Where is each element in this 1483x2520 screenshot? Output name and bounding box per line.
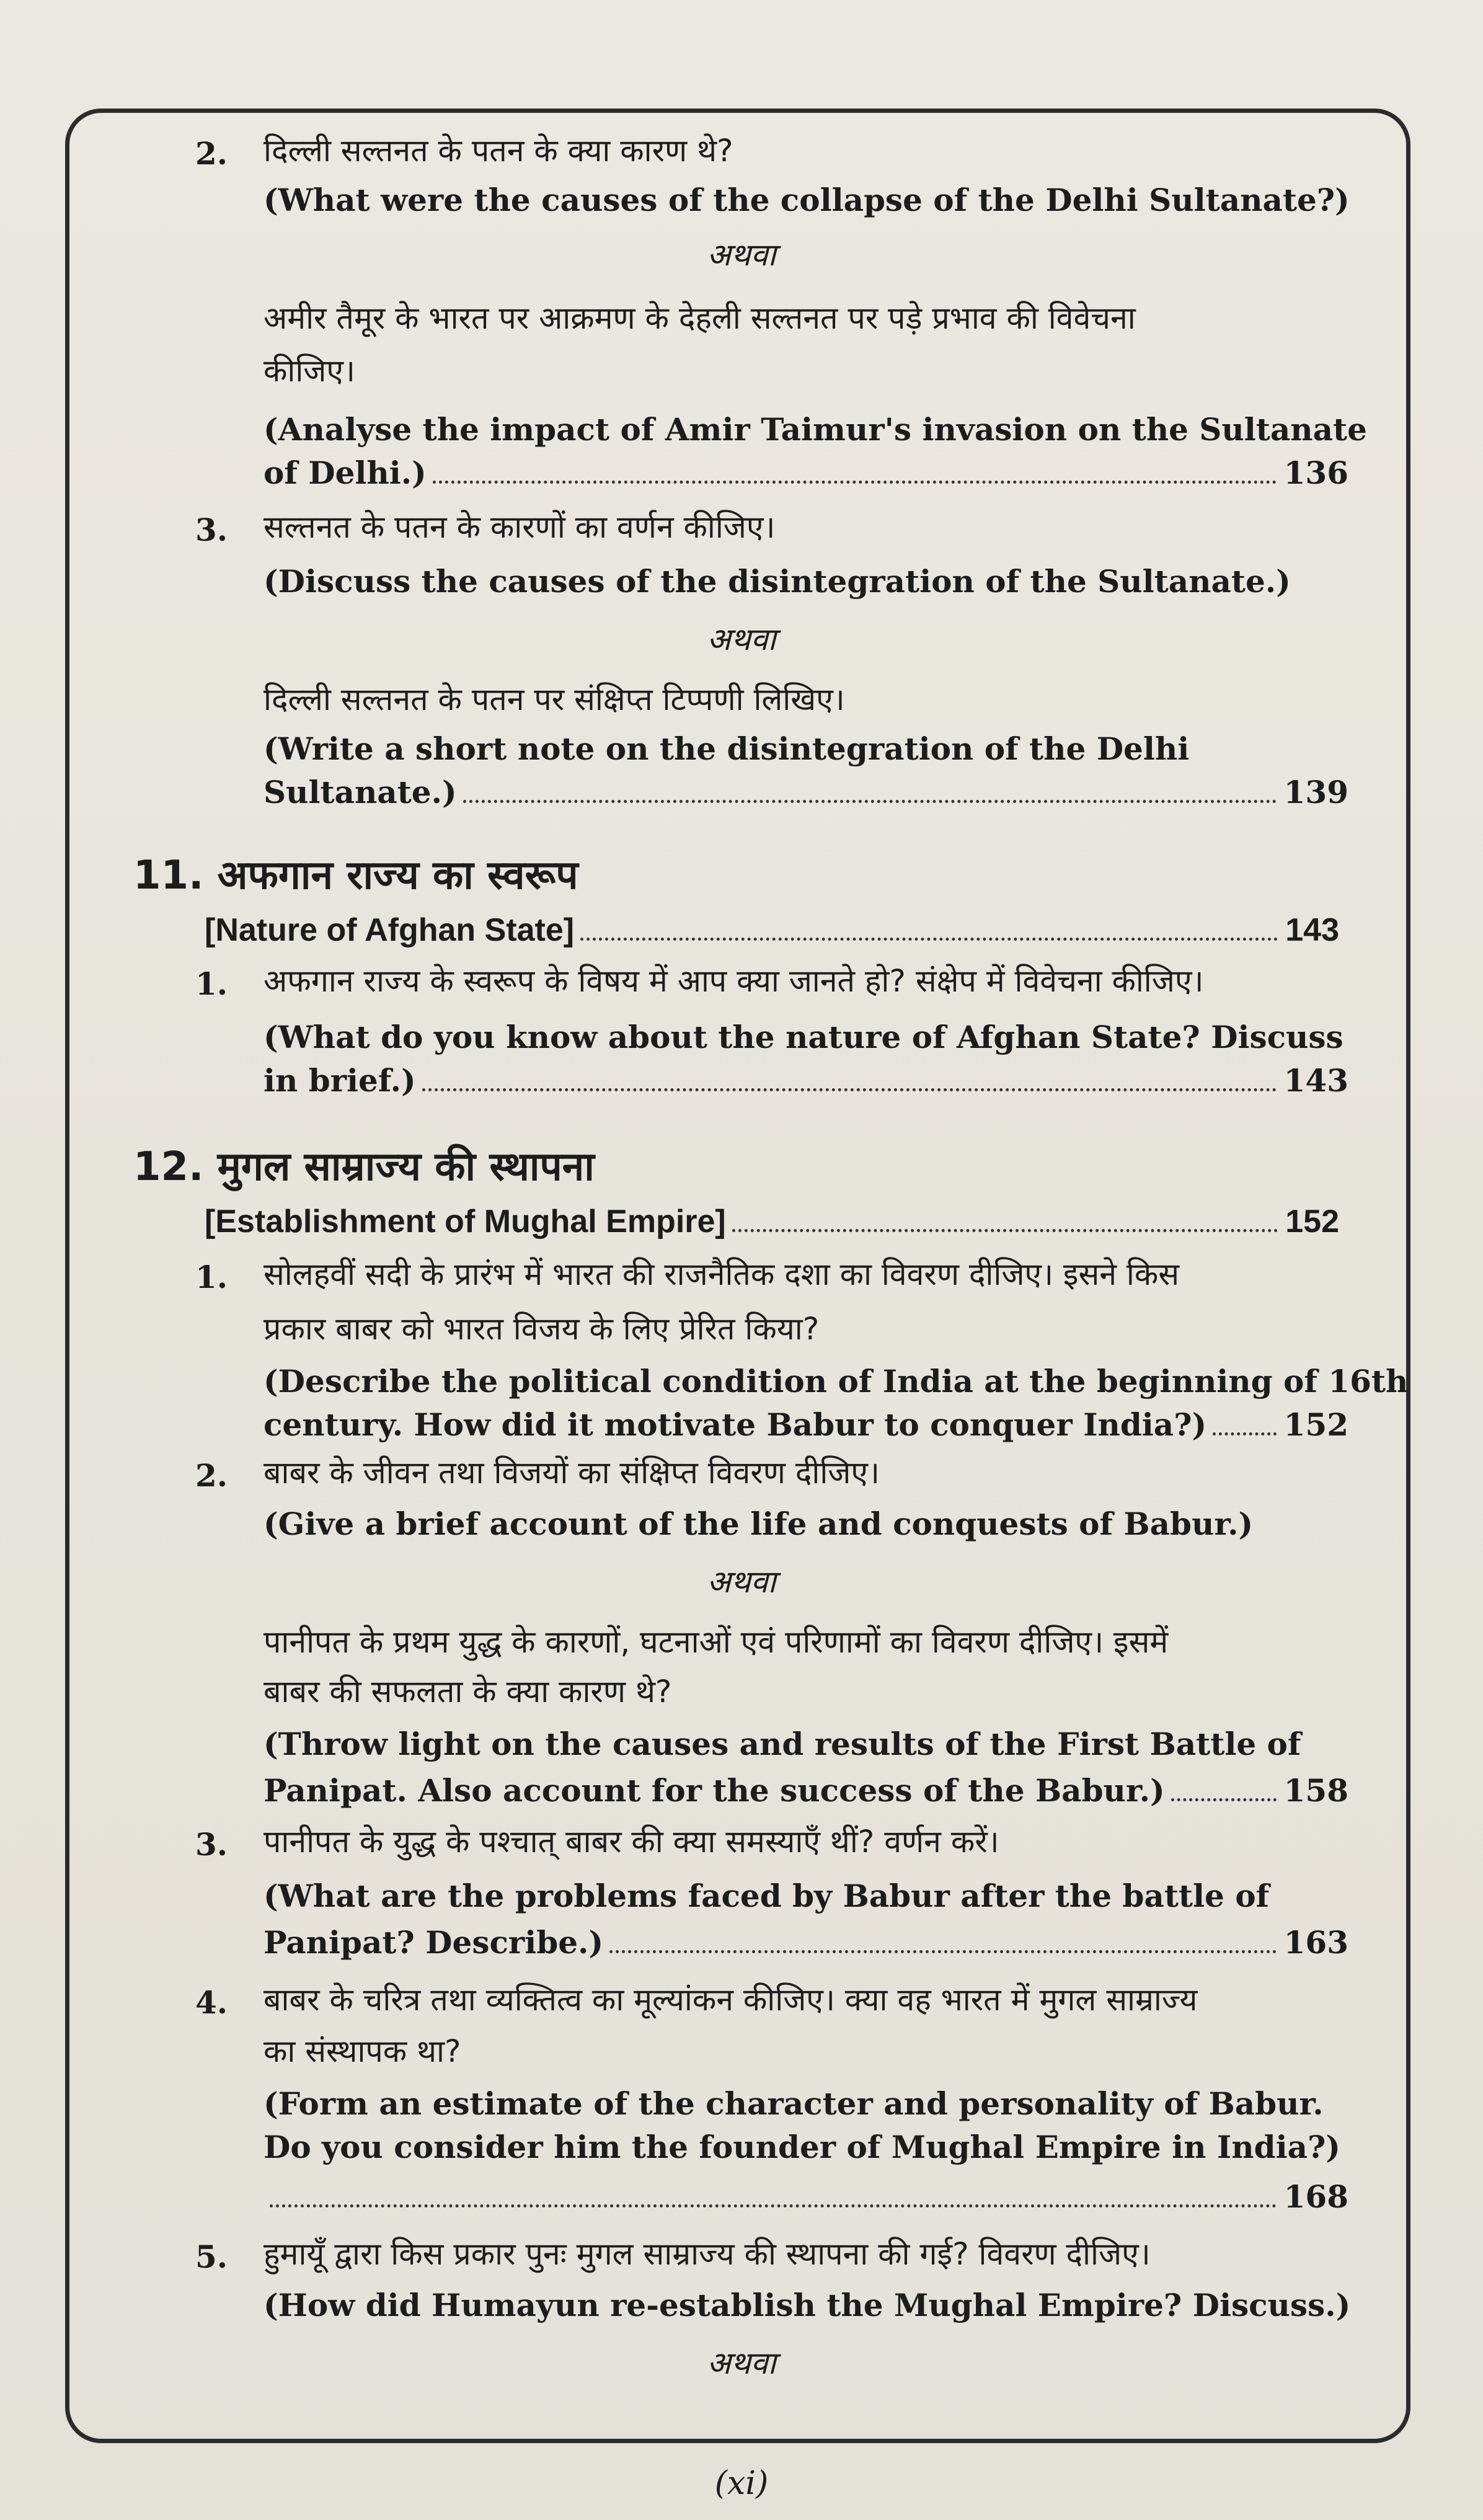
question-number: 1. [195, 965, 228, 1002]
question-hindi-cont: का संस्थापक था? [263, 2033, 461, 2069]
dot-leader [422, 1088, 1277, 1091]
section-subtitle-line [205, 1203, 1339, 1241]
dot-leader [580, 938, 1278, 941]
question-hindi-alt-cont: कीजिए। [263, 353, 355, 389]
page-number: 143 [1285, 912, 1339, 948]
page-number: 168 [1283, 2178, 1348, 2215]
question-number: 2. [195, 135, 228, 172]
question-english-cont: Do you consider him the founder of Mughal Empire in India?) [263, 2129, 1340, 2165]
dot-leader [433, 481, 1277, 484]
section-subtitle: [Establishment of Mughal Empire] [205, 1204, 726, 1240]
question-hindi: पानीपत के युद्ध के पश्चात् बाबर की क्या समस्याएँ थीं? वर्णन करें। [263, 1824, 999, 1860]
question-english-cont: in brief.) [263, 1062, 416, 1099]
athva-label: अथवा [707, 2345, 776, 2381]
section-subtitle: [Nature of Afghan State] [205, 912, 575, 948]
section-title: 11. अफगान राज्य का स्वरूप [133, 853, 578, 898]
question-english-cont: century. How did it motivate Babur to conquer India?) [263, 1406, 1207, 1443]
page-number: 152 [1285, 1204, 1339, 1240]
question-english: (What are the problems faced by Babur after the battle of [263, 1878, 1270, 1914]
toc-line [263, 1060, 1348, 1101]
question-hindi-alt: दिल्ली सल्तनत के पतन पर संक्षिप्त टिप्पणी लिखिए। [263, 681, 845, 717]
question-number: 4. [195, 1984, 228, 2021]
question-english-cont: Panipat? Describe.) [263, 1924, 604, 1961]
dot-leader [1213, 1432, 1276, 1435]
toc-line [263, 772, 1348, 813]
question-number: 2. [195, 1457, 228, 1494]
dot-leader [732, 1229, 1278, 1232]
page-footer: (xi) [714, 2465, 769, 2502]
question-english-alt: (Analyse the impact of Amir Taimur's invasion on the Sultanate [263, 411, 1367, 448]
question-hindi: सल्तनत के पतन के कारणों का वर्णन कीजिए। [263, 509, 776, 545]
question-hindi-alt: अमीर तैमूर के भारत पर आक्रमण के देहली सल्तनत पर पड़े प्रभाव की विवेचना [263, 300, 1136, 336]
page-number: 152 [1283, 1406, 1348, 1443]
question-hindi: बाबर के जीवन तथा विजयों का संक्षिप्त विवरण दीजिए। [263, 1455, 880, 1491]
question-english-alt: (Throw light on the causes and results of the First Battle of [263, 1726, 1301, 1762]
question-hindi: बाबर के चरित्र तथा व्यक्तित्व का मूल्यांकन कीजिए। क्या वह भारत में मुगल साम्राज्य [263, 1982, 1198, 2018]
question-hindi: हुमायूँ द्वारा किस प्रकार पुनः मुगल साम्राज्य की स्थापना की गई? विवरण दीजिए। [263, 2236, 1151, 2272]
toc-line [263, 1922, 1348, 1963]
question-english-alt-cont: Sultanate.) [263, 774, 457, 810]
question-hindi-alt: पानीपत के प्रथम युद्ध के कारणों, घटनाओं एवं परिणामों का विवरण दीजिए। इसमें [263, 1624, 1169, 1660]
dot-leader [1171, 1798, 1277, 1801]
page-number: 163 [1283, 1924, 1348, 1961]
question-english: (Give a brief account of the life and conquests of Babur.) [263, 1506, 1254, 1542]
athva-label: अथवा [707, 237, 776, 273]
question-english: (What do you know about the nature of Afghan State? Discuss [263, 1019, 1344, 1055]
question-number: 3. [195, 1826, 228, 1863]
question-english: (Describe the political condition of India at the beginning of 16th [263, 1363, 1409, 1400]
question-hindi: अफगान राज्य के स्वरूप के विषय में आप क्या जानते हो? संक्षेप में विवेचना कीजिए। [263, 963, 1204, 999]
question-hindi: सोलहवीं सदी के प्रारंभ में भारत की राजनैतिक दशा का विवरण दीजिए। इसने किस [263, 1256, 1180, 1292]
question-english-alt-cont: of Delhi.) [263, 455, 427, 491]
toc-line [263, 453, 1348, 494]
dot-leader [609, 1950, 1277, 1953]
dot-leader [270, 2204, 1277, 2207]
question-english: (Form an estimate of the character and personality of Babur. [263, 2085, 1324, 2122]
athva-label: अथवा [707, 621, 776, 657]
question-english-alt: (Write a short note on the disintegration of the Delhi [263, 730, 1190, 767]
page-number: 143 [1283, 1062, 1348, 1099]
question-english: (Discuss the causes of the disintegration of the Sultanate.) [263, 563, 1291, 600]
athva-label: अथवा [707, 1564, 776, 1600]
page-number: 139 [1283, 774, 1348, 810]
question-hindi: दिल्ली सल्तनत के पतन के क्या कारण थे? [263, 133, 733, 169]
dot-leader [463, 800, 1277, 803]
question-hindi-alt-cont: बाबर की सफलता के क्या कारण थे? [263, 1674, 672, 1710]
question-hindi-cont: प्रकार बाबर को भारत विजय के लिए प्रेरित किया? [263, 1311, 820, 1347]
toc-line [263, 1404, 1348, 1445]
question-number: 3. [195, 512, 228, 548]
question-english-alt-cont: Panipat. Also account for the success of the Babur.) [263, 1772, 1165, 1809]
toc-line [263, 1770, 1348, 1811]
question-number: 5. [195, 2238, 228, 2275]
question-english: (How did Humayun re-establish the Mughal Empire? Discuss.) [263, 2287, 1351, 2323]
section-subtitle-line [205, 912, 1339, 949]
question-english: (What were the causes of the collapse of the Delhi Sultanate?) [263, 182, 1350, 218]
page-number: 136 [1283, 455, 1348, 491]
toc-line [263, 2176, 1348, 2217]
page-number: 158 [1283, 1772, 1348, 1809]
question-number: 1. [195, 1259, 228, 1295]
section-title: 12. मुगल साम्राज्य की स्थापना [133, 1144, 595, 1190]
